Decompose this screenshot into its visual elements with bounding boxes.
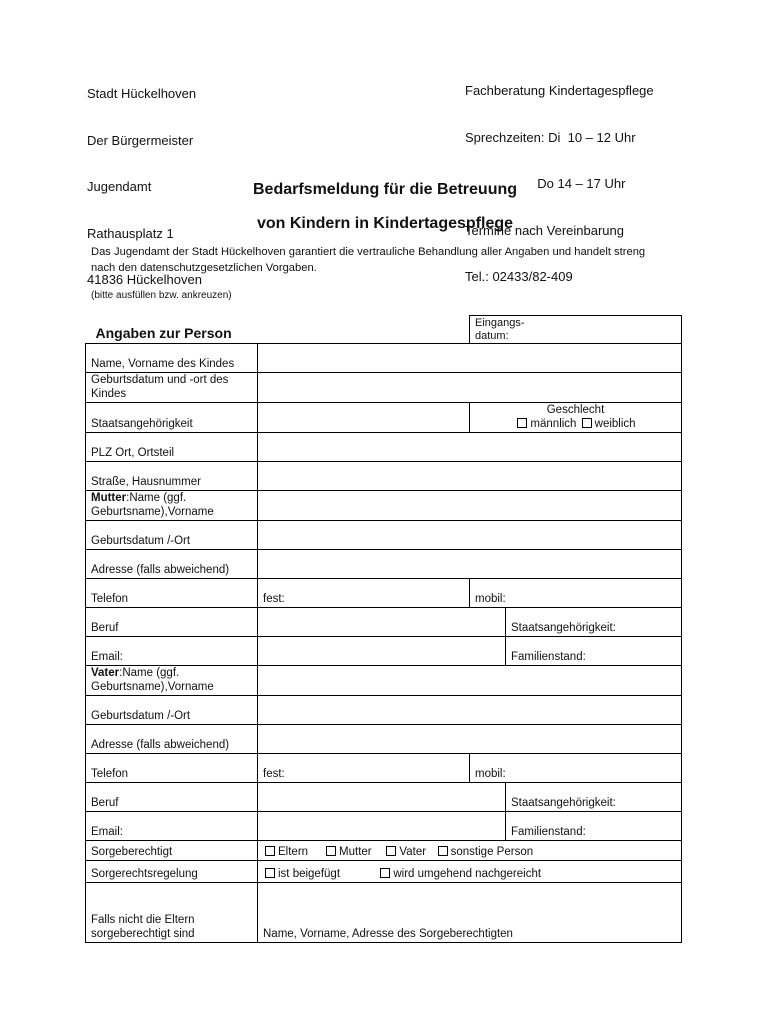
mother-phone-fixed-field[interactable]: [258, 579, 470, 608]
marital-label: Familienstand:: [511, 650, 586, 663]
plz-field[interactable]: [258, 433, 682, 462]
female-checkbox[interactable]: [582, 418, 592, 428]
mother-nationality-field[interactable]: [506, 608, 682, 637]
document-title-line2: von Kindern in Kindertagespflege: [256, 215, 514, 232]
mother-name-label: [86, 491, 258, 521]
gender-label: Geschlecht: [546, 404, 605, 416]
gender-field: [470, 403, 682, 433]
mother-name-field[interactable]: [258, 491, 682, 521]
address-line: Jugendamt: [87, 179, 152, 194]
address-line: 41836 Hückelhoven: [87, 272, 202, 287]
mother-birth-label: Geburtsdatum /-Ort: [86, 521, 258, 550]
child-name-label: Name, Vorname des Kindes: [86, 344, 258, 373]
mother-address-field[interactable]: [258, 550, 682, 579]
father-birth-field[interactable]: [258, 696, 682, 725]
male-label: männlich: [530, 417, 577, 430]
option-label: Eltern: [278, 845, 309, 858]
father-checkbox[interactable]: [386, 846, 396, 856]
office-line: Tel.: 02433/82-409: [465, 269, 573, 284]
street-label: Straße, Hausnummer: [86, 462, 258, 491]
father-address-field[interactable]: [258, 725, 682, 754]
father-nationality-field[interactable]: [506, 783, 682, 812]
person-form: [85, 315, 682, 943]
father-phone-label: Telefon: [86, 754, 258, 783]
attached-checkbox[interactable]: [265, 868, 275, 878]
nationality-colon-label: Staatsangehörigkeit:: [511, 796, 616, 809]
office-line: Sprechzeiten: Di 10 – 12 Uhr: [465, 129, 636, 145]
plz-label: PLZ Ort, Ortsteil: [86, 433, 258, 462]
custody-rule-label: Sorgerechtsregelung: [86, 861, 258, 883]
address-line: Rathausplatz 1: [87, 225, 174, 241]
guardian-label: Name, Vorname, Adresse des Sorgeberechtigten: [263, 927, 513, 940]
mother-job-field[interactable]: [258, 608, 506, 637]
marital-label: Familienstand:: [511, 825, 586, 838]
father-birth-label: Geburtsdatum /-Ort: [86, 696, 258, 725]
phone-fixed-label: fest:: [263, 592, 285, 605]
father-phone-mobile-field[interactable]: [470, 754, 682, 783]
custody-options: [258, 841, 682, 861]
mother-heading: Mutter: [91, 492, 127, 504]
instruction-text: (bitte ausfüllen bzw. ankreuzen): [91, 290, 232, 301]
parents-checkbox[interactable]: [265, 846, 275, 856]
option-label: Mutter: [339, 845, 372, 858]
father-email-label: Email:: [86, 812, 258, 841]
custody-label: Sorgeberechtigt: [86, 841, 258, 861]
mother-job-label: Beruf: [86, 608, 258, 637]
office-line: Do 14 – 17 Uhr: [465, 176, 626, 191]
father-address-label: Adresse (falls abweichend): [86, 725, 258, 754]
phone-mobile-label: mobil:: [475, 767, 506, 780]
office-line: Fachberatung Kindertagespflege: [465, 83, 654, 98]
father-name-field[interactable]: [258, 666, 682, 696]
intro-text: Das Jugendamt der Stadt Hückelhoven garantiert die vertrauliche Behandlung aller Angaben und handelt streng nach den datenschutzgesetzlichen Vorgaben.: [91, 246, 646, 274]
receipt-date-field[interactable]: Eingangs- datum:: [470, 316, 682, 344]
father-job-field[interactable]: [258, 783, 506, 812]
father-name-text: :Name (ggf. Geburtsname),Vorname: [91, 667, 214, 693]
father-name-label: [86, 666, 258, 696]
nationality-field[interactable]: [258, 403, 470, 433]
section-title: Angaben zur Person: [95, 324, 232, 341]
option-label: sonstige Person: [450, 845, 534, 858]
mother-checkbox[interactable]: [326, 846, 336, 856]
female-label: weiblich: [594, 417, 636, 430]
guardian-field[interactable]: [258, 883, 682, 943]
street-field[interactable]: [258, 462, 682, 491]
father-phone-fixed-field[interactable]: [258, 754, 470, 783]
option-label: wird umgehend nachgereicht: [393, 867, 542, 880]
office-line: Termine nach Vereinbarung: [465, 222, 624, 238]
nationality-colon-label: Staatsangehörigkeit:: [511, 621, 616, 634]
father-email-field[interactable]: [258, 812, 506, 841]
mother-address-label: Adresse (falls abweichend): [86, 550, 258, 579]
male-checkbox[interactable]: [517, 418, 527, 428]
option-label: ist beigefügt: [278, 867, 341, 880]
child-birth-label: Geburtsdatum und -ort des Kindes: [86, 373, 258, 403]
child-birth-field[interactable]: [258, 373, 682, 403]
option-label: Vater: [399, 845, 427, 858]
address-line: Der Bürgermeister: [87, 132, 194, 148]
father-marital-field[interactable]: [506, 812, 682, 841]
address-line: Stadt Hückelhoven: [87, 86, 197, 101]
custody-rule-options: [258, 861, 682, 883]
phone-fixed-label: fest:: [263, 767, 285, 780]
if-not-parents-label: Falls nicht die Eltern sorgeberechtigt sind: [86, 883, 258, 943]
child-name-field[interactable]: [258, 344, 682, 373]
mother-phone-mobile-field[interactable]: [470, 579, 682, 608]
mother-email-label: Email:: [86, 637, 258, 666]
mother-marital-field[interactable]: [506, 637, 682, 666]
mother-birth-field[interactable]: [258, 521, 682, 550]
father-job-label: Beruf: [86, 783, 258, 812]
mother-name-text: :Name (ggf. Geburtsname),Vorname: [91, 492, 214, 518]
other-person-checkbox[interactable]: [438, 846, 448, 856]
phone-mobile-label: mobil:: [475, 592, 506, 605]
mother-phone-label: Telefon: [86, 579, 258, 608]
document-title-line1: Bedarfsmeldung für die Betreuung: [252, 181, 518, 198]
mother-email-field[interactable]: [258, 637, 506, 666]
submitted-later-checkbox[interactable]: [380, 868, 390, 878]
father-heading: Vater: [91, 667, 120, 679]
nationality-label: Staatsangehörigkeit: [86, 403, 258, 433]
